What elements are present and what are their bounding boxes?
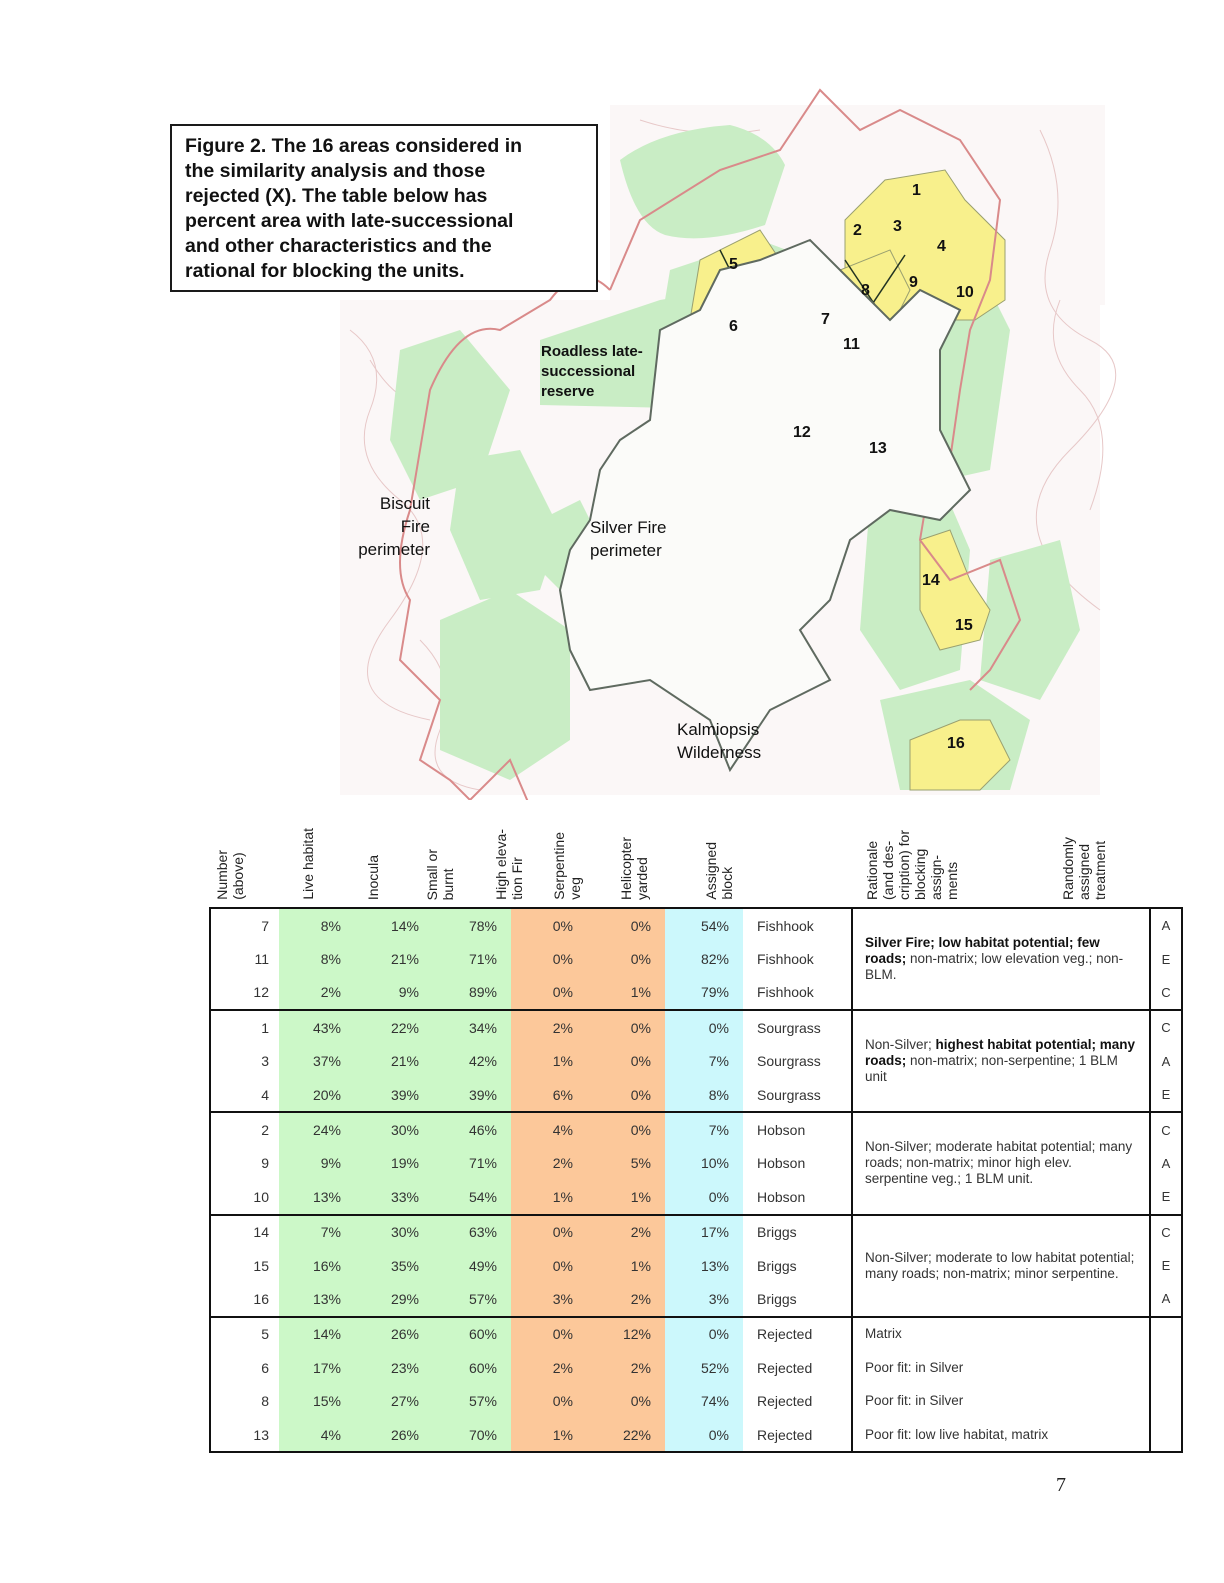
cell-helicopter-yarded: 74% xyxy=(665,1384,743,1417)
cell-live-habitat: 16% xyxy=(279,1249,355,1282)
similarity-table xyxy=(209,907,1183,1453)
cell-serpentine-veg: 0% xyxy=(587,1078,665,1112)
roadless-label-line: successional xyxy=(541,363,636,380)
cell-helicopter-yarded: 10% xyxy=(665,1147,743,1180)
cell-rationale: Poor fit: low live habitat, matrix xyxy=(852,1418,1150,1452)
cell-number: 4 xyxy=(210,1078,279,1112)
cell-serpentine-veg: 5% xyxy=(587,1147,665,1180)
table-row xyxy=(210,1317,1182,1351)
cell-high-elevation-fir: 1% xyxy=(511,1045,587,1078)
header-text: Assigned block xyxy=(703,842,735,900)
cell-number: 16 xyxy=(210,1282,279,1316)
cell-treatment: C xyxy=(1150,1010,1182,1044)
area-label-9: 9 xyxy=(909,274,918,291)
cell-serpentine-veg: 0% xyxy=(587,1112,665,1146)
rationale-emphasis: highest habitat potential; many roads; xyxy=(865,1037,1136,1069)
table-row xyxy=(210,908,1182,942)
cell-number: 3 xyxy=(210,1045,279,1078)
cell-helicopter-yarded: 52% xyxy=(665,1351,743,1384)
header-small-or-burnt xyxy=(424,800,460,900)
cell-helicopter-yarded: 82% xyxy=(665,942,743,975)
table-row xyxy=(210,1351,1182,1384)
cell-helicopter-yarded: 79% xyxy=(665,976,743,1010)
cell-high-elevation-fir: 0% xyxy=(511,1317,587,1351)
cell-high-elevation-fir: 2% xyxy=(511,1351,587,1384)
cell-small-or-burnt: 57% xyxy=(433,1384,511,1417)
header-text: High eleva- tion Fir xyxy=(493,829,525,900)
cell-high-elevation-fir: 0% xyxy=(511,1249,587,1282)
cell-inocula: 22% xyxy=(355,1010,433,1044)
area-label-5: 5 xyxy=(729,256,738,273)
figure-caption xyxy=(170,124,598,292)
caption-line: rejected (X). The table below has xyxy=(185,185,488,207)
cell-small-or-burnt: 71% xyxy=(433,942,511,975)
area-label-11: 11 xyxy=(843,336,860,353)
cell-number: 9 xyxy=(210,1147,279,1180)
cell-inocula: 30% xyxy=(355,1215,433,1249)
biscuit-fire-label xyxy=(342,492,430,561)
cell-assigned-block: Sourgrass xyxy=(743,1010,852,1044)
cell-assigned-block: Hobson xyxy=(757,1155,806,1172)
cell-serpentine-veg: 0% xyxy=(587,942,665,975)
header-text: Number (above) xyxy=(214,850,246,900)
cell-live-habitat: 14% xyxy=(279,1317,355,1351)
header-text: Randomly assigned treatment xyxy=(1060,836,1108,900)
table-row xyxy=(210,1384,1182,1417)
cell-inocula: 39% xyxy=(355,1078,433,1112)
cell-rationale: Matrix xyxy=(852,1317,1150,1351)
cell-small-or-burnt: 89% xyxy=(433,976,511,1010)
cell-assigned-block: Briggs xyxy=(757,1290,797,1307)
cell-serpentine-veg: 0% xyxy=(587,1384,665,1417)
cell-treatment: C xyxy=(1150,976,1182,1010)
cell-treatment: E xyxy=(1150,942,1182,975)
cell-number: 11 xyxy=(210,942,279,975)
cell-small-or-burnt: 54% xyxy=(433,1180,511,1214)
cell-number: 12 xyxy=(210,976,279,1010)
cell-assigned-block: Sourgrass xyxy=(757,1086,821,1103)
cell-inocula: 19% xyxy=(355,1147,433,1180)
rationale-text: Non-Silver; moderate to low habitat potential; many roads; non-matrix; minor serpentine. xyxy=(865,1249,1135,1281)
area-label-13: 13 xyxy=(869,440,887,457)
cell-small-or-burnt: 49% xyxy=(433,1249,511,1282)
cell-serpentine-veg: 0% xyxy=(587,1045,665,1078)
header-assigned-block xyxy=(703,800,739,900)
cell-inocula: 14% xyxy=(355,908,433,942)
cell-inocula: 33% xyxy=(355,1180,433,1214)
rationale-text: non-matrix; non-serpentine; 1 BLM unit xyxy=(865,1053,1118,1085)
cell-small-or-burnt: 42% xyxy=(433,1045,511,1078)
cell-number: 6 xyxy=(210,1351,279,1384)
header-text: Inocula xyxy=(365,854,381,900)
cell-serpentine-veg: 22% xyxy=(587,1418,665,1452)
area-label-10: 10 xyxy=(956,284,974,301)
cell-rationale: Poor fit: in Silver xyxy=(852,1384,1150,1417)
cell-assigned-block: Rejected xyxy=(757,1393,813,1410)
header-randomly-assigned xyxy=(1060,800,1120,900)
cell-high-elevation-fir: 2% xyxy=(511,1010,587,1044)
cell-live-habitat: 37% xyxy=(279,1045,355,1078)
header-high-elevation-fir xyxy=(493,800,529,900)
table-row xyxy=(210,1112,1182,1146)
cell-serpentine-veg: 2% xyxy=(587,1215,665,1249)
cell-high-elevation-fir: 1% xyxy=(511,1418,587,1452)
cell-treatment: E xyxy=(1150,1078,1182,1112)
cell-helicopter-yarded: 7% xyxy=(665,1045,743,1078)
cell-high-elevation-fir: 0% xyxy=(511,908,587,942)
caption-line: the similarity analysis and those xyxy=(185,160,486,182)
cell-live-habitat: 43% xyxy=(279,1010,355,1044)
cell-assigned-block: Hobson xyxy=(743,1112,852,1146)
cell-helicopter-yarded: 0% xyxy=(665,1180,743,1214)
table-row xyxy=(210,1418,1182,1452)
header-inocula xyxy=(365,800,385,900)
cell-helicopter-yarded: 0% xyxy=(665,1418,743,1452)
cell-treatment: E xyxy=(1150,1180,1182,1214)
cell-small-or-burnt: 46% xyxy=(433,1112,511,1146)
cell-live-habitat: 8% xyxy=(279,942,355,975)
roadless-label-line: Roadless late- xyxy=(541,343,643,360)
cell-live-habitat: 13% xyxy=(279,1282,355,1316)
rationale-text: non-matrix; low elevation veg.; non-BLM. xyxy=(865,951,1124,983)
cell-rationale xyxy=(852,908,1150,1010)
cell-treatment: C xyxy=(1150,1215,1182,1249)
cell-live-habitat: 7% xyxy=(279,1215,355,1249)
cell-inocula: 21% xyxy=(355,942,433,975)
cell-small-or-burnt: 60% xyxy=(433,1351,511,1384)
cell-rationale: Poor fit: in Silver xyxy=(852,1351,1150,1384)
biscuit-label-line: Fire xyxy=(400,517,430,536)
area-label-3: 3 xyxy=(893,218,902,235)
cell-high-elevation-fir: 3% xyxy=(511,1282,587,1316)
cell-high-elevation-fir: 0% xyxy=(511,942,587,975)
cell-assigned-block: Briggs xyxy=(757,1257,797,1274)
cell-number: 14 xyxy=(210,1215,279,1249)
cell-live-habitat: 9% xyxy=(279,1147,355,1180)
header-text: Rationale (and des- cription) for blocking assign- ments xyxy=(864,829,960,900)
silver-fire-label xyxy=(590,516,667,562)
cell-assigned-block: Fishhook xyxy=(743,908,852,942)
cell-rationale xyxy=(852,1215,1150,1317)
cell-assigned-block: Hobson xyxy=(757,1188,806,1205)
area-label-16: 16 xyxy=(947,735,965,752)
caption-line: percent area with late-successional xyxy=(185,210,514,232)
area-label-8: 8 xyxy=(861,282,870,299)
cell-helicopter-yarded: 13% xyxy=(665,1249,743,1282)
cell-live-habitat: 8% xyxy=(279,908,355,942)
area-label-4: 4 xyxy=(937,238,946,255)
biscuit-label-line: perimeter xyxy=(358,540,430,559)
cell-treatment: A xyxy=(1150,1282,1182,1316)
cell-inocula: 26% xyxy=(355,1418,433,1452)
cell-serpentine-veg: 12% xyxy=(587,1317,665,1351)
cell-assigned-block: Sourgrass xyxy=(757,1053,821,1070)
cell-live-habitat: 20% xyxy=(279,1078,355,1112)
header-text: Helicopter yarded xyxy=(618,836,650,900)
cell-small-or-burnt: 57% xyxy=(433,1282,511,1316)
cell-inocula: 29% xyxy=(355,1282,433,1316)
cell-number: 8 xyxy=(210,1384,279,1417)
cell-assigned-block: Rejected xyxy=(743,1317,852,1351)
silver-label-line: perimeter xyxy=(590,541,662,560)
cell-number: 13 xyxy=(210,1418,279,1452)
cell-treatment: A xyxy=(1150,1147,1182,1180)
cell-treatment: C xyxy=(1150,1112,1182,1146)
page-number: 7 xyxy=(1056,1474,1066,1496)
cell-small-or-burnt: 60% xyxy=(433,1317,511,1351)
cell-inocula: 35% xyxy=(355,1249,433,1282)
caption-line: Figure 2. The 16 areas considered in xyxy=(185,135,523,157)
roadless-reserve-label xyxy=(541,342,643,402)
area-label-1: 1 xyxy=(912,182,921,199)
header-number xyxy=(214,800,250,900)
cell-small-or-burnt: 34% xyxy=(433,1010,511,1044)
header-helicopter-yarded xyxy=(618,800,654,900)
caption-line: rational for blocking the units. xyxy=(185,260,465,282)
cell-high-elevation-fir: 0% xyxy=(511,1215,587,1249)
kalmiopsis-label-line: Wilderness xyxy=(677,743,762,762)
rationale-emphasis: Silver Fire; low habitat potential; few roads; xyxy=(865,935,1100,967)
cell-number: 10 xyxy=(210,1180,279,1214)
cell-live-habitat: 24% xyxy=(279,1112,355,1146)
cell-treatment xyxy=(1150,1351,1182,1384)
kalmiopsis-label-line: Kalmiopsis xyxy=(677,720,760,739)
caption-line: and other characteristics and the xyxy=(185,235,492,257)
cell-helicopter-yarded: 0% xyxy=(665,1010,743,1044)
area-label-15: 15 xyxy=(955,617,973,634)
cell-live-habitat: 13% xyxy=(279,1180,355,1214)
area-label-7: 7 xyxy=(821,311,830,328)
cell-assigned-block: Rejected xyxy=(757,1359,813,1376)
cell-assigned-block: Briggs xyxy=(743,1215,852,1249)
kalmiopsis-wilderness-label xyxy=(677,718,761,764)
cell-treatment: A xyxy=(1150,1045,1182,1078)
cell-helicopter-yarded: 3% xyxy=(665,1282,743,1316)
cell-treatment: A xyxy=(1150,908,1182,942)
cell-assigned-block: Fishhook xyxy=(757,951,814,968)
header-live-habitat xyxy=(300,800,320,900)
cell-serpentine-veg: 1% xyxy=(587,1180,665,1214)
header-text: Serpentine veg xyxy=(551,832,583,900)
cell-small-or-burnt: 39% xyxy=(433,1078,511,1112)
cell-helicopter-yarded: 7% xyxy=(665,1112,743,1146)
cell-serpentine-veg: 2% xyxy=(587,1282,665,1316)
cell-serpentine-veg: 1% xyxy=(587,1249,665,1282)
biscuit-label-line: Biscuit xyxy=(379,494,430,513)
cell-rationale xyxy=(852,1112,1150,1214)
cell-live-habitat: 15% xyxy=(279,1384,355,1417)
cell-high-elevation-fir: 1% xyxy=(511,1180,587,1214)
cell-treatment: E xyxy=(1150,1249,1182,1282)
cell-number: 15 xyxy=(210,1249,279,1282)
cell-serpentine-veg: 2% xyxy=(587,1351,665,1384)
cell-treatment xyxy=(1150,1384,1182,1417)
area-label-14: 14 xyxy=(922,572,940,589)
cell-helicopter-yarded: 17% xyxy=(665,1215,743,1249)
cell-small-or-burnt: 71% xyxy=(433,1147,511,1180)
rationale-text: Non-Silver; xyxy=(865,1037,936,1053)
cell-small-or-burnt: 70% xyxy=(433,1418,511,1452)
table-row xyxy=(210,1215,1182,1249)
header-rationale xyxy=(864,800,964,900)
rationale-text: Non-Silver; moderate habitat potential; many roads; non-matrix; minor high elev. serpentine veg.; 1 BLM unit. xyxy=(865,1139,1133,1187)
cell-rationale xyxy=(852,1010,1150,1112)
header-text: Live habitat xyxy=(300,828,316,900)
silver-label-line: Silver Fire xyxy=(590,518,667,537)
cell-serpentine-veg: 0% xyxy=(587,908,665,942)
cell-high-elevation-fir: 6% xyxy=(511,1078,587,1112)
cell-inocula: 30% xyxy=(355,1112,433,1146)
area-label-6: 6 xyxy=(729,318,738,335)
area-label-2: 2 xyxy=(853,222,862,239)
cell-inocula: 26% xyxy=(355,1317,433,1351)
cell-inocula: 9% xyxy=(355,976,433,1010)
cell-small-or-burnt: 63% xyxy=(433,1215,511,1249)
cell-inocula: 23% xyxy=(355,1351,433,1384)
header-text: Small or burnt xyxy=(424,848,456,900)
cell-live-habitat: 4% xyxy=(279,1418,355,1452)
cell-live-habitat: 2% xyxy=(279,976,355,1010)
table-row xyxy=(210,1010,1182,1044)
cell-assigned-block: Fishhook xyxy=(757,984,814,1001)
cell-number: 5 xyxy=(210,1317,279,1351)
cell-inocula: 27% xyxy=(355,1384,433,1417)
cell-treatment xyxy=(1150,1418,1182,1452)
cell-treatment xyxy=(1150,1317,1182,1351)
cell-high-elevation-fir: 0% xyxy=(511,976,587,1010)
cell-helicopter-yarded: 54% xyxy=(665,908,743,942)
cell-inocula: 21% xyxy=(355,1045,433,1078)
cell-live-habitat: 17% xyxy=(279,1351,355,1384)
roadless-label-line: reserve xyxy=(541,383,595,400)
header-serpentine-veg xyxy=(551,800,587,900)
cell-helicopter-yarded: 8% xyxy=(665,1078,743,1112)
cell-serpentine-veg: 1% xyxy=(587,976,665,1010)
cell-assigned-block: Rejected xyxy=(743,1418,852,1452)
cell-high-elevation-fir: 4% xyxy=(511,1112,587,1146)
area-label-12: 12 xyxy=(793,424,811,441)
cell-high-elevation-fir: 0% xyxy=(511,1384,587,1417)
cell-serpentine-veg: 0% xyxy=(587,1010,665,1044)
cell-number: 1 xyxy=(210,1010,279,1044)
cell-number: 7 xyxy=(210,908,279,942)
cell-helicopter-yarded: 0% xyxy=(665,1317,743,1351)
cell-small-or-burnt: 78% xyxy=(433,908,511,942)
cell-high-elevation-fir: 2% xyxy=(511,1147,587,1180)
cell-number: 2 xyxy=(210,1112,279,1146)
